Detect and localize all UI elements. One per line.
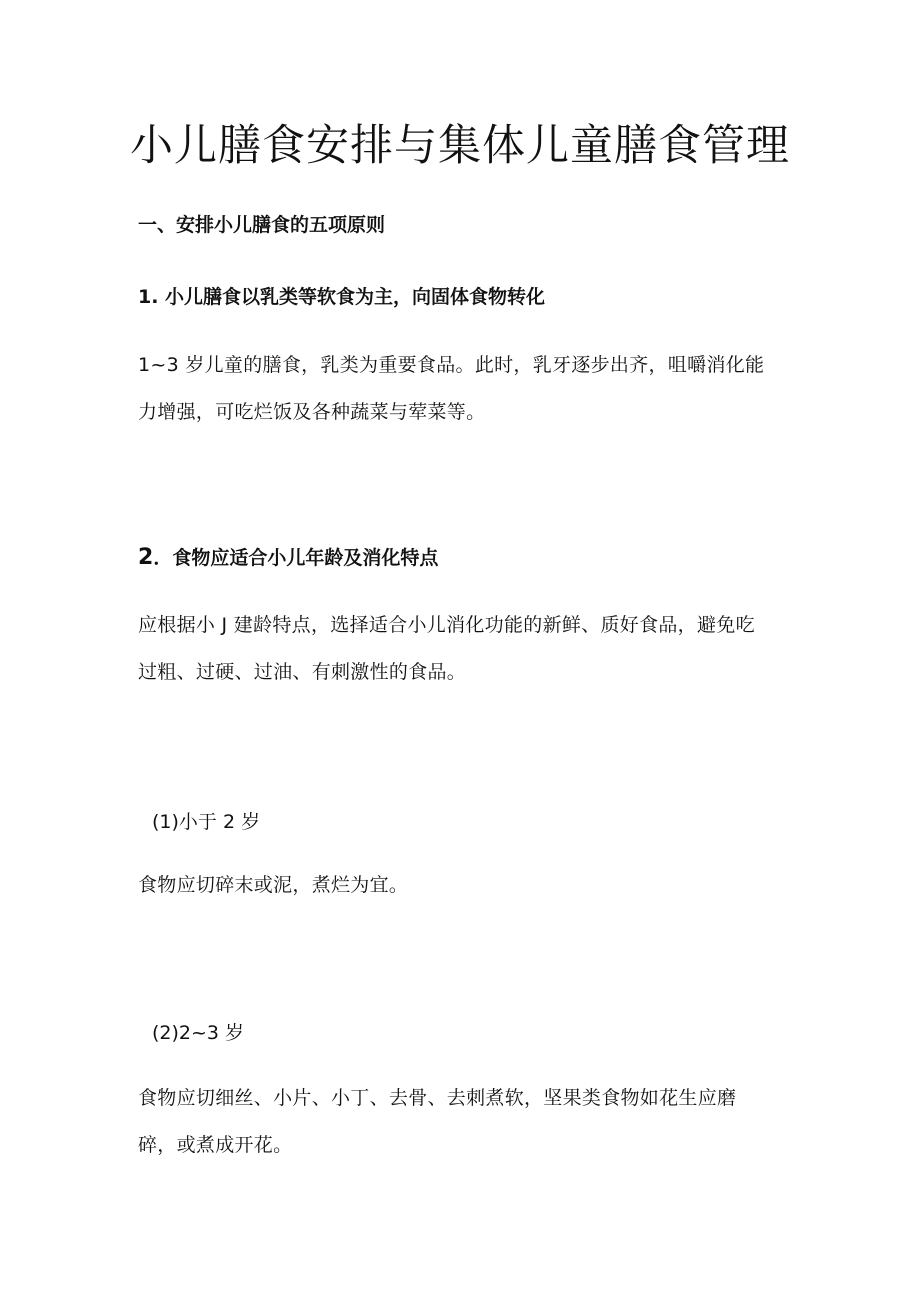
point-2-heading <box>138 543 438 573</box>
point-2-number: 2 <box>138 545 154 570</box>
item-2-paragraph <box>138 1075 788 1169</box>
point-1-heading: 1. 小儿膳食以乳类等软食为主，向固体食物转化 <box>138 286 546 308</box>
point-2-heading-text: ．食物应适合小儿年龄及消化特点 <box>153 547 439 569</box>
item-1-label: (1)小于 2 岁 <box>152 811 261 833</box>
point-2-line-2: 过粗、过硬、过油、有刺激性的食品。 <box>138 661 467 683</box>
point-1-paragraph <box>138 342 788 436</box>
document-title: 小儿膳食安排与集体儿童膳食管理 <box>130 121 790 171</box>
point-2-line-1: 应根据小 J 建龄特点，选择适合小儿消化功能的新鲜、质好食品，避免吃 <box>138 614 755 636</box>
item-2-label: (2)2~3 岁 <box>152 1022 245 1044</box>
item-2-line-2: 碎，或煮成开花。 <box>138 1134 293 1156</box>
point-1-line-2: 力增强，可吃烂饭及各种蔬菜与荤菜等。 <box>138 401 486 423</box>
point-1-line-1: 1~3 岁儿童的膳食，乳类为重要食品。此时，乳牙逐步出齐，咀嚼消化能 <box>138 354 765 376</box>
point-2-paragraph <box>138 602 788 696</box>
item-1-paragraph: 食物应切碎末或泥，煮烂为宜。 <box>138 874 409 896</box>
item-2-line-1: 食物应切细丝、小片、小丁、去骨、去刺煮软，坚果类食物如花生应磨 <box>138 1087 737 1109</box>
section-heading: 一、安排小儿膳食的五项原则 <box>138 214 386 236</box>
